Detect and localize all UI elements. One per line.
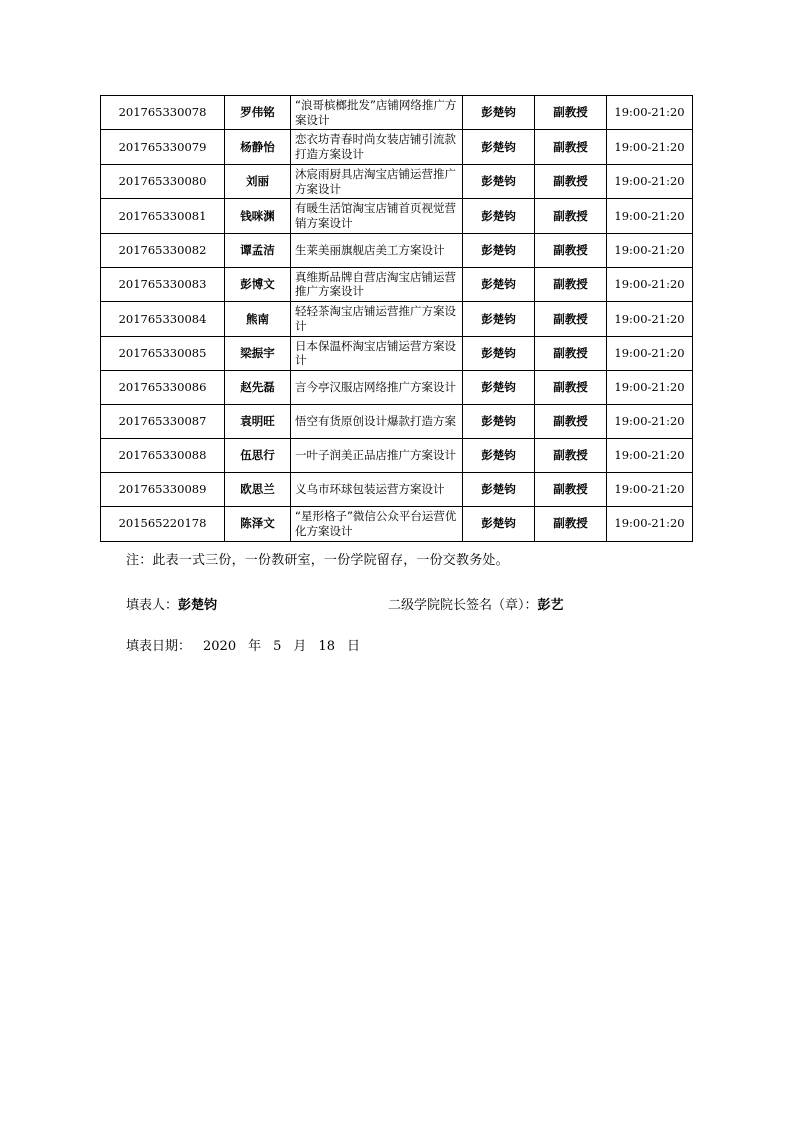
defense-time: 19:00-21:20 — [607, 302, 693, 336]
table-row — [101, 302, 693, 336]
defense-time: 19:00-21:20 — [607, 267, 693, 301]
thesis-topic: 一叶子润美正品店推广方案设计 — [291, 439, 463, 473]
student-name: 刘丽 — [225, 164, 291, 198]
advisor-name: 彭楚钧 — [463, 473, 535, 507]
date-year: 2020 — [203, 638, 237, 654]
student-id: 201765330079 — [101, 130, 225, 164]
student-id: 201765330085 — [101, 336, 225, 370]
advisor-title: 副教授 — [535, 130, 607, 164]
advisor-title: 副教授 — [535, 405, 607, 439]
advisor-name: 彭楚钧 — [463, 336, 535, 370]
student-name: 杨静怡 — [225, 130, 291, 164]
advisor-title: 副教授 — [535, 267, 607, 301]
advisor-title: 副教授 — [535, 233, 607, 267]
advisor-name: 彭楚钧 — [463, 302, 535, 336]
thesis-topic: 沐宸雨厨具店淘宝店铺运营推广方案设计 — [291, 164, 463, 198]
advisor-title: 副教授 — [535, 439, 607, 473]
table-row — [101, 473, 693, 507]
student-id: 201765330081 — [101, 199, 225, 233]
table-row — [101, 405, 693, 439]
thesis-defense-table — [100, 95, 693, 542]
advisor-name: 彭楚钧 — [463, 199, 535, 233]
thesis-topic: 言今亭汉服店网络推广方案设计 — [291, 371, 463, 405]
table-row — [101, 267, 693, 301]
student-name: 钱咪渊 — [225, 199, 291, 233]
filler-field — [126, 594, 388, 613]
date-year-unit: 年 — [248, 638, 262, 654]
advisor-name: 彭楚钧 — [463, 439, 535, 473]
student-name: 熊南 — [225, 302, 291, 336]
defense-time: 19:00-21:20 — [607, 233, 693, 267]
filler-label: 填表人： — [126, 597, 179, 613]
signature-row — [126, 594, 693, 613]
dean-value: 彭艺 — [537, 597, 564, 613]
date-day: 18 — [318, 638, 335, 654]
defense-time: 19:00-21:20 — [607, 130, 693, 164]
defense-time: 19:00-21:20 — [607, 164, 693, 198]
table-row — [101, 507, 693, 541]
thesis-topic: 轻轻茶淘宝店铺运营推广方案设计 — [291, 302, 463, 336]
student-id: 201565220178 — [101, 507, 225, 541]
student-name: 伍思行 — [225, 439, 291, 473]
student-name: 袁明旺 — [225, 405, 291, 439]
advisor-name: 彭楚钧 — [463, 507, 535, 541]
advisor-name: 彭楚钧 — [463, 164, 535, 198]
date-day-unit: 日 — [346, 638, 360, 654]
defense-time: 19:00-21:20 — [607, 405, 693, 439]
advisor-title: 副教授 — [535, 336, 607, 370]
defense-time: 19:00-21:20 — [607, 371, 693, 405]
thesis-topic: 有暖生活馆淘宝店铺首页视觉营销方案设计 — [291, 199, 463, 233]
advisor-name: 彭楚钧 — [463, 130, 535, 164]
date-label: 填表日期： — [126, 638, 192, 654]
defense-time: 19:00-21:20 — [607, 439, 693, 473]
thesis-topic: 恋衣坊青春时尚女装店铺引流款打造方案设计 — [291, 130, 463, 164]
defense-time: 19:00-21:20 — [607, 199, 693, 233]
student-name: 欧思兰 — [225, 473, 291, 507]
table-body — [101, 96, 693, 542]
defense-time: 19:00-21:20 — [607, 473, 693, 507]
dean-label: 二级学院院长签名（章）： — [388, 597, 538, 613]
advisor-name: 彭楚钧 — [463, 267, 535, 301]
student-id: 201765330089 — [101, 473, 225, 507]
table-row — [101, 96, 693, 130]
date-month-unit: 月 — [293, 638, 307, 654]
defense-time: 19:00-21:20 — [607, 507, 693, 541]
table-note: 注：此表一式三份，一份教研室，一份学院留存，一份交教务处。 — [126, 552, 509, 568]
advisor-name: 彭楚钧 — [463, 405, 535, 439]
student-id: 201765330084 — [101, 302, 225, 336]
student-id: 201765330080 — [101, 164, 225, 198]
table-row — [101, 439, 693, 473]
defense-time: 19:00-21:20 — [607, 336, 693, 370]
table-row — [101, 336, 693, 370]
advisor-title: 副教授 — [535, 507, 607, 541]
thesis-topic: 生莱美丽旗舰店美工方案设计 — [291, 233, 463, 267]
table-row — [101, 130, 693, 164]
student-name: 赵先磊 — [225, 371, 291, 405]
thesis-topic: 悟空有货原创设计爆款打造方案 — [291, 405, 463, 439]
student-id: 201765330078 — [101, 96, 225, 130]
student-name: 谭孟洁 — [225, 233, 291, 267]
advisor-name: 彭楚钧 — [463, 96, 535, 130]
student-id: 201765330088 — [101, 439, 225, 473]
date-row — [126, 635, 693, 654]
student-name: 罗伟铭 — [225, 96, 291, 130]
thesis-topic: 日本保温杯淘宝店铺运营方案设计 — [291, 336, 463, 370]
student-id: 201765330083 — [101, 267, 225, 301]
student-name: 彭博文 — [225, 267, 291, 301]
student-name: 陈泽文 — [225, 507, 291, 541]
table-row — [101, 233, 693, 267]
filler-value: 彭楚钧 — [178, 597, 218, 613]
advisor-title: 副教授 — [535, 302, 607, 336]
advisor-title: 副教授 — [535, 199, 607, 233]
table-row — [101, 371, 693, 405]
advisor-title: 副教授 — [535, 164, 607, 198]
student-id: 201765330086 — [101, 371, 225, 405]
student-id: 201765330082 — [101, 233, 225, 267]
dean-signature-field — [388, 594, 564, 613]
advisor-title: 副教授 — [535, 473, 607, 507]
advisor-name: 彭楚钧 — [463, 233, 535, 267]
defense-time: 19:00-21:20 — [607, 96, 693, 130]
advisor-title: 副教授 — [535, 371, 607, 405]
advisor-title: 副教授 — [535, 96, 607, 130]
thesis-topic: 义乌市环球包装运营方案设计 — [291, 473, 463, 507]
thesis-topic: “星形格子”微信公众平台运营优化方案设计 — [291, 507, 463, 541]
thesis-topic: “浪哥槟榔批发”店铺网络推广方案设计 — [291, 96, 463, 130]
student-name: 梁振宇 — [225, 336, 291, 370]
student-id: 201765330087 — [101, 405, 225, 439]
advisor-name: 彭楚钧 — [463, 371, 535, 405]
table-row — [101, 164, 693, 198]
date-month: 5 — [273, 638, 282, 654]
thesis-topic: 真维斯品牌自营店淘宝店铺运营推广方案设计 — [291, 267, 463, 301]
table-row — [101, 199, 693, 233]
